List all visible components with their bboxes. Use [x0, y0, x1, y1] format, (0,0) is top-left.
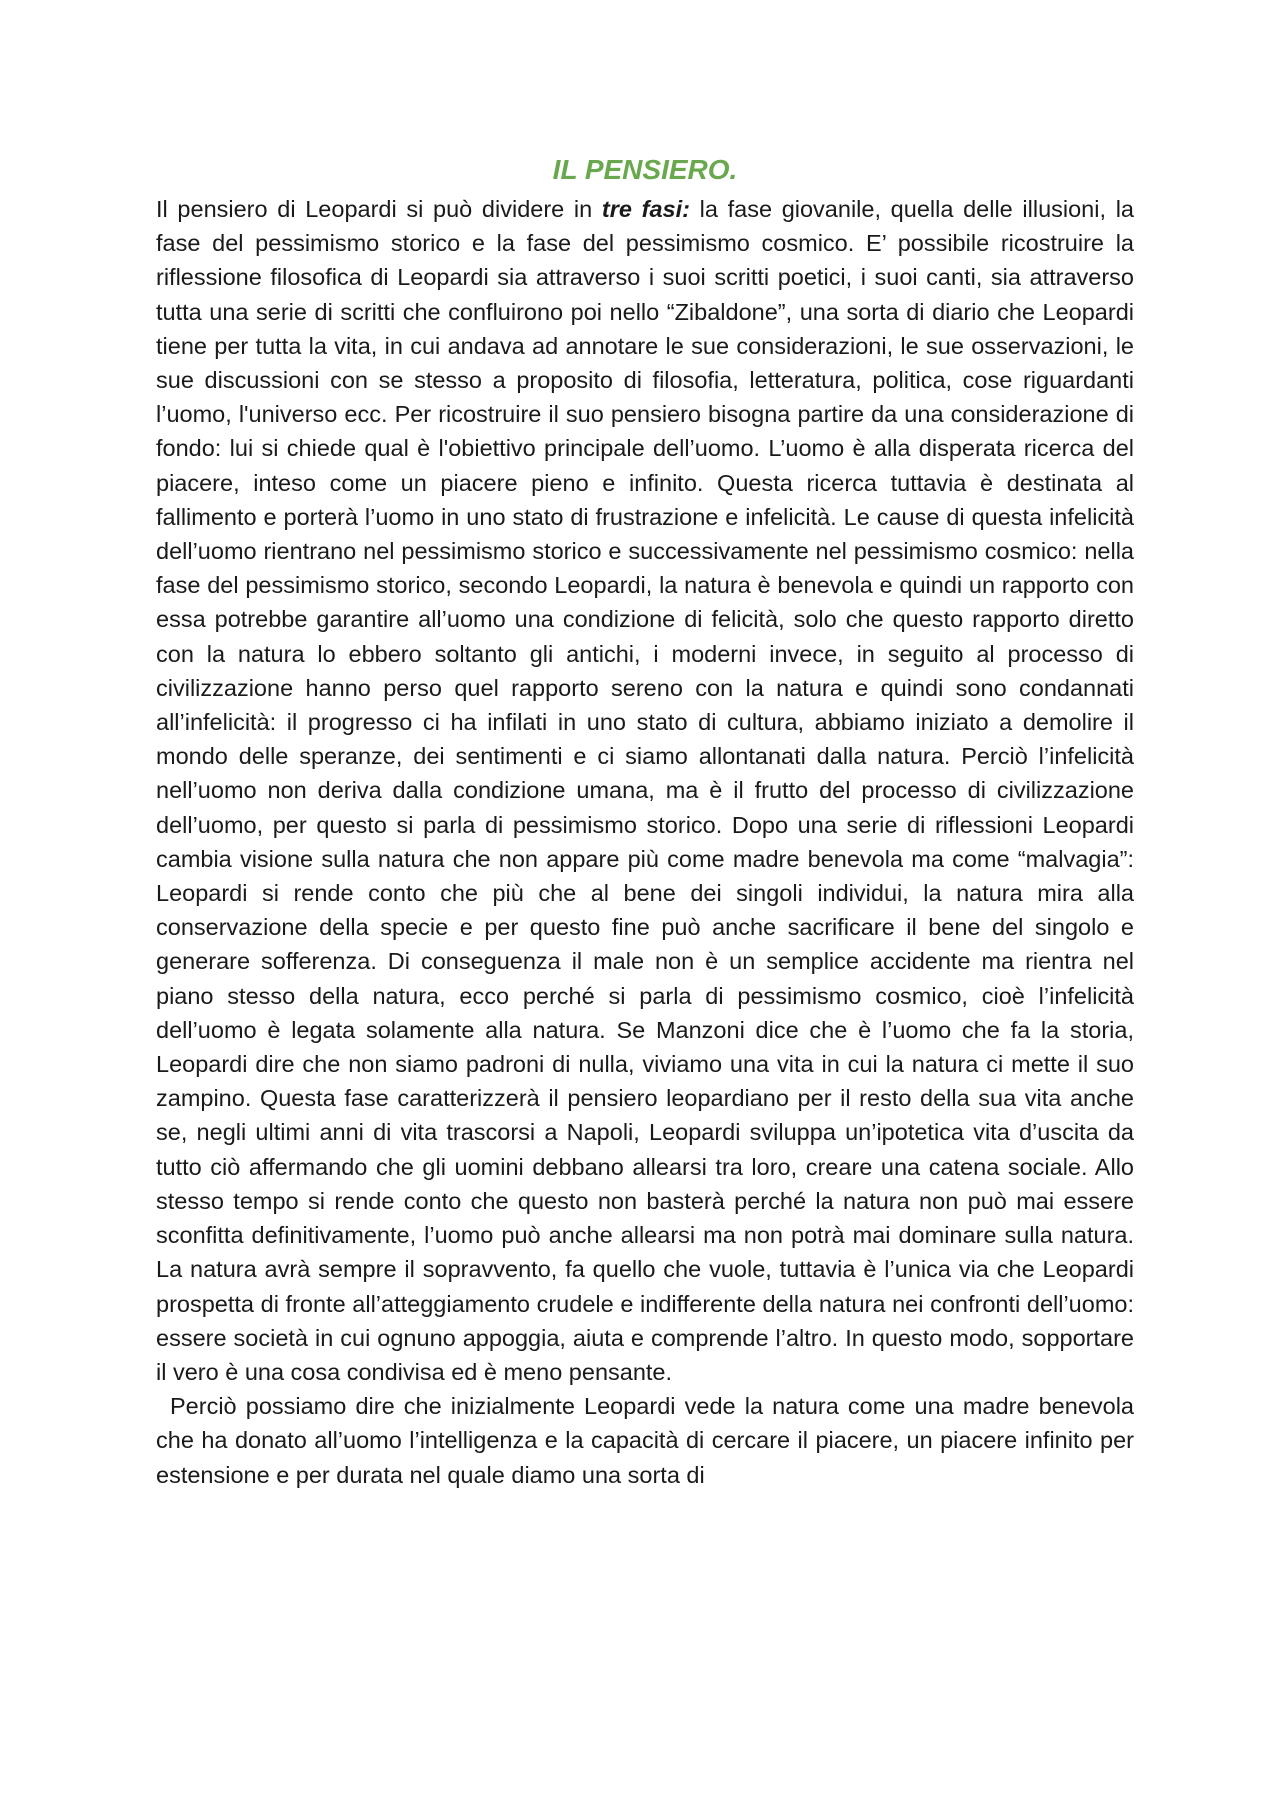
- paragraph-1-rest: la fase giovanile, quella delle illusioni, la fase del pessimismo storico e la fase del pessimismo cosmico. E’ possibile ricostruire la riflessione filosofica di Leopardi sia attraverso i suoi scritti poetici, i suoi canti, sia attraverso tutta una serie di scritti che confluirono poi nello “Zibaldone”, una sorta di diario che Leopardi tiene per tutta la vita, in cui andava ad annotare le sue considerazioni, le sue osservazioni, le sue discussioni con se stesso a proposito di filosofia, letteratura, politica, cose riguardanti l’uomo, l'universo ecc. Per ricostruire il suo pensiero bisogna partire da una considerazione di fondo: lui si chiede qual è l'obiettivo principale dell’uomo. L’uomo è alla disperata ricerca del piacere, inteso come un piacere pieno e infinito. Questa ricerca tuttavia è destinata al fallimento e porterà l’uomo in uno stato di frustrazione e infelicità. Le cause di questa infelicità dell’uomo rientrano nel pessimismo storico e successivamente nel pessimismo cosmico: nella fase del pessimismo storico, secondo Leopardi, la natura è benevola e quindi un rapporto con essa potrebbe garantire all’uomo una condizione di felicità, solo che questo rapporto diretto con la natura lo ebbero soltanto gli antichi, i moderni invece, in seguito al processo di civilizzazione hanno perso quel rapporto sereno con la natura e quindi sono condannati all’infelicità: il progresso ci ha infilati in uno stato di cultura, abbiamo iniziato a demolire il mondo delle speranze, dei sentimenti e ci siamo allontanati dalla natura. Perciò l’infelicità nell’uomo non deriva dalla condizione umana, ma è il frutto del processo di civilizzazione dell’uomo, per questo si parla di pessimismo storico. Dopo una serie di riflessioni Leopardi cambia visione sulla natura che non appare più come madre benevola ma come “malvagia”: Leopardi si rende conto che più che al bene dei singoli individui, la natura mira alla conservazione della specie e per questo fine può anche sacrificare il bene del singolo e generare sofferenza. Di conseguenza il male non è un semplice accidente ma rientra nel piano stesso della natura, ecco perché si parla di pessimismo cosmico, cioè l’infelicità dell’uomo è legata solamente alla natura. Se Manzoni dice che è l’uomo che fa la storia, Leopardi dire che non siamo padroni di nulla, viviamo una vita in cui la natura ci mette il suo zampino. Questa fase caratterizzerà il pensiero leopardiano per il resto della sua vita anche se, negli ultimi anni di vita trascorsi a Napoli, Leopardi sviluppa un’ipotetica vita d’uscita da tutto ciò affermando che gli uomini debbano allearsi tra loro, creare una catena sociale. Allo stesso tempo si rende conto che questo non basterà perché la natura non può mai essere sconfitta definitivamente, l’uomo può anche allearsi ma non potrà mai dominare sulla natura. La natura avrà sempre il sopravvento, fa quello che vuole, tuttavia è l’unica via che Leopardi prospetta di fronte all’atteggiamento crudele e indifferente della natura nei confronti dell’uomo: essere società in cui ognuno appoggia, aiuta e comprende l’altro. In questo modo, sopportare il vero è una cosa condivisa ed è meno pensante.: [156, 196, 1134, 1385]
- paragraph-2: Perciò possiamo dire che inizialmente Leopardi vede la natura come una madre benevola che ha donato all’uomo l’intelligenza e la capacità di cercare il piacere, un piacere infinito per estensione e per durata nel quale diamo una sorta di: [156, 1393, 1134, 1488]
- paragraph-1: [156, 192, 1134, 1389]
- page-title: IL PENSIERO.: [552, 154, 738, 185]
- paragraph-1-intro: Il pensiero di Leopardi si può dividere in: [156, 196, 602, 222]
- document-body: [156, 152, 1134, 1492]
- paragraph-1-emphasis: tre fasi:: [601, 196, 690, 222]
